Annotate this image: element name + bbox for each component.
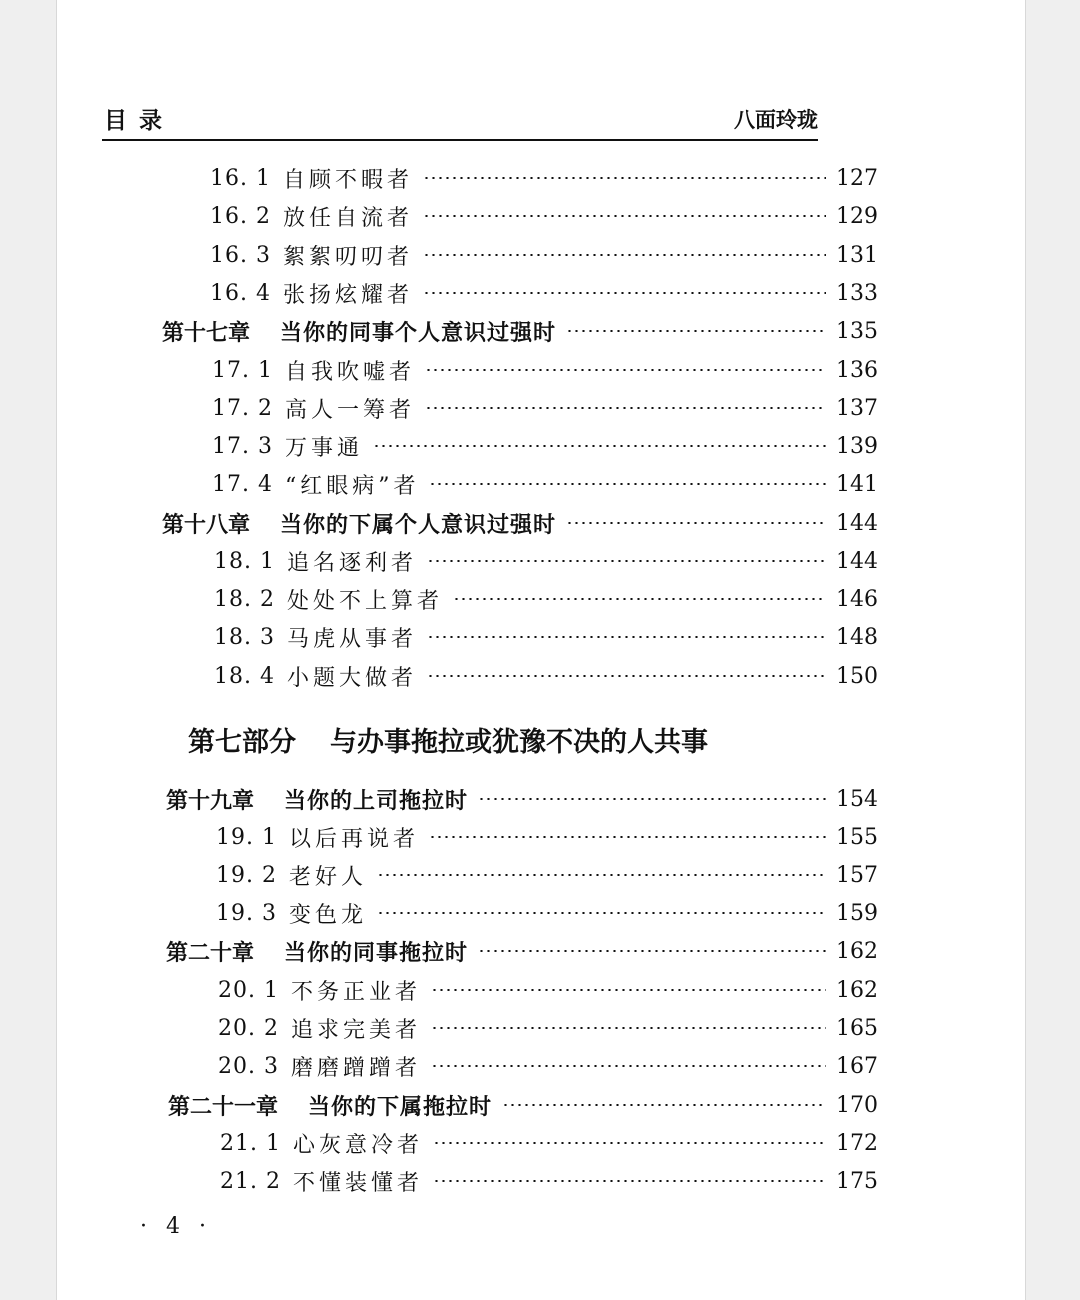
entry-number: 19. 2 <box>216 862 277 888</box>
header-section-title: 目录 <box>104 108 174 134</box>
entry-number: 第十七章 <box>162 320 251 346</box>
entry-title: 高人一筹者 <box>284 397 415 423</box>
entry-title: 张扬炫耀者 <box>282 282 413 308</box>
toc-section-entry <box>220 1165 878 1197</box>
entry-page-number: 157 <box>836 862 878 888</box>
entry-title: 絮絮叨叨者 <box>282 244 413 270</box>
entry-page-number: 144 <box>836 548 878 574</box>
dot-leader <box>429 836 826 838</box>
entry-page-number: 167 <box>836 1053 878 1079</box>
entry-title: 老好人 <box>288 864 367 890</box>
toc-section-entry <box>212 354 878 386</box>
entry-page-number: 127 <box>836 165 878 191</box>
toc-section-entry <box>212 430 878 462</box>
toc-section-entry <box>212 392 878 424</box>
part-label: 第七部分 <box>188 727 296 758</box>
dot-leader <box>427 560 826 562</box>
entry-number: 20. 2 <box>218 1015 279 1041</box>
part-title: 与办事拖拉或犹豫不决的人共事 <box>330 727 708 758</box>
entry-page-number: 172 <box>836 1130 878 1156</box>
entry-title: 小题大做者 <box>286 665 417 691</box>
dot-leader <box>429 483 826 485</box>
entry-page-number: 165 <box>836 1015 878 1041</box>
header-rule <box>102 139 818 141</box>
entry-page-number: 131 <box>836 242 878 268</box>
entry-title: 当你的同事拖拉时 <box>284 940 469 966</box>
entry-number: 18. 3 <box>214 624 275 650</box>
dot-leader <box>423 215 826 217</box>
dot-leader <box>427 675 826 677</box>
entry-number: 18. 4 <box>214 663 275 689</box>
dot-leader <box>433 1142 826 1144</box>
entry-number: 20. 1 <box>218 977 279 1003</box>
dot-leader <box>423 177 826 179</box>
entry-title: 当你的下属拖拉时 <box>308 1094 493 1120</box>
dot-leader <box>377 874 826 876</box>
entry-page-number: 155 <box>836 824 878 850</box>
toc-section-entry <box>218 1012 878 1044</box>
entry-number: 16. 3 <box>210 242 271 268</box>
entry-page-number: 133 <box>836 280 878 306</box>
entry-number: 第二十一章 <box>168 1094 279 1120</box>
toc-section-entry <box>210 162 878 194</box>
toc-section-entry <box>212 468 878 500</box>
toc-section-entry <box>210 239 878 271</box>
entry-title: 磨磨蹭蹭者 <box>290 1055 421 1081</box>
entry-title: 马虎从事者 <box>286 626 417 652</box>
entry-title: 当你的下属个人意识过强时 <box>280 512 557 538</box>
dot-leader <box>431 1027 826 1029</box>
dot-leader <box>425 369 826 371</box>
dot-leader <box>566 330 826 332</box>
dot-leader <box>478 798 826 800</box>
entry-number: 19. 3 <box>216 900 277 926</box>
toc-section-entry <box>218 974 878 1006</box>
toc-section-entry <box>216 821 878 853</box>
toc-section-entry <box>216 897 878 929</box>
entry-page-number: 144 <box>836 510 878 536</box>
entry-number: 第十八章 <box>162 512 251 538</box>
entry-page-number: 159 <box>836 900 878 926</box>
toc-chapter-entry <box>166 783 878 815</box>
dot-leader <box>373 445 826 447</box>
entry-page-number: 146 <box>836 586 878 612</box>
entry-number: 17. 3 <box>212 433 273 459</box>
entry-page-number: 141 <box>836 471 878 497</box>
header-book-title: 八面玲珑 <box>734 108 818 132</box>
toc-section-entry <box>210 277 878 309</box>
dot-leader <box>377 912 826 914</box>
dot-leader <box>423 254 826 256</box>
toc-section-entry <box>214 660 878 692</box>
entry-number: 16. 1 <box>210 165 271 191</box>
dot-leader <box>453 598 826 600</box>
entry-number: 17. 4 <box>212 471 273 497</box>
toc-section-entry <box>220 1127 878 1159</box>
entry-title: 不务正业者 <box>290 979 421 1005</box>
entry-title: 以后再说者 <box>288 826 419 852</box>
toc-section-entry <box>218 1050 878 1082</box>
entry-title: 万事通 <box>284 435 363 461</box>
entry-number: 21. 1 <box>220 1130 281 1156</box>
entry-title: 变色龙 <box>288 902 367 928</box>
entry-number: 20. 3 <box>218 1053 279 1079</box>
entry-page-number: 137 <box>836 395 878 421</box>
toc-section-entry <box>214 545 878 577</box>
entry-page-number: 129 <box>836 203 878 229</box>
page-header <box>104 100 818 136</box>
toc-chapter-entry <box>168 1089 878 1121</box>
dot-leader <box>431 1065 826 1067</box>
dot-leader <box>566 522 826 524</box>
entry-page-number: 162 <box>836 938 878 964</box>
entry-page-number: 154 <box>836 786 878 812</box>
entry-number: 16. 2 <box>210 203 271 229</box>
toc-chapter-entry <box>162 315 878 347</box>
entry-number: 18. 2 <box>214 586 275 612</box>
entry-page-number: 175 <box>836 1168 878 1194</box>
part-heading <box>188 720 708 759</box>
entry-number: 17. 2 <box>212 395 273 421</box>
entry-page-number: 135 <box>836 318 878 344</box>
toc-section-entry <box>216 859 878 891</box>
entry-number: 第二十章 <box>166 940 255 966</box>
entry-page-number: 136 <box>836 357 878 383</box>
entry-title: 自我吹嘘者 <box>284 359 415 385</box>
toc-chapter-entry <box>162 507 878 539</box>
entry-title: 不懂装懂者 <box>292 1170 423 1196</box>
page-number-footer: · 4 · <box>140 1214 212 1239</box>
toc-section-entry <box>214 621 878 653</box>
entry-title: 追名逐利者 <box>286 550 417 576</box>
entry-page-number: 162 <box>836 977 878 1003</box>
dot-leader <box>502 1104 826 1106</box>
entry-title: 当你的同事个人意识过强时 <box>280 320 557 346</box>
entry-page-number: 170 <box>836 1092 878 1118</box>
entry-title: 追求完美者 <box>290 1017 421 1043</box>
toc-section-entry <box>214 583 878 615</box>
dot-leader <box>433 1180 826 1182</box>
entry-page-number: 150 <box>836 663 878 689</box>
entry-title: 放任自流者 <box>282 205 413 231</box>
entry-title: 当你的上司拖拉时 <box>284 788 469 814</box>
entry-title: 心灰意冷者 <box>292 1132 423 1158</box>
toc-chapter-entry <box>166 935 878 967</box>
dot-leader <box>427 636 826 638</box>
dot-leader <box>423 292 826 294</box>
entry-number: 19. 1 <box>216 824 277 850</box>
entry-number: 第十九章 <box>166 788 255 814</box>
dot-leader <box>425 407 826 409</box>
dot-leader <box>431 989 826 991</box>
entry-number: 18. 1 <box>214 548 275 574</box>
entry-number: 17. 1 <box>212 357 273 383</box>
entry-page-number: 139 <box>836 433 878 459</box>
toc-section-entry <box>210 200 878 232</box>
entry-page-number: 148 <box>836 624 878 650</box>
entry-title: 处处不上算者 <box>286 588 443 614</box>
entry-title: 自顾不暇者 <box>282 167 413 193</box>
entry-number: 16. 4 <box>210 280 271 306</box>
dot-leader <box>478 950 826 952</box>
entry-title: “红眼病”者 <box>284 473 420 499</box>
entry-number: 21. 2 <box>220 1168 281 1194</box>
